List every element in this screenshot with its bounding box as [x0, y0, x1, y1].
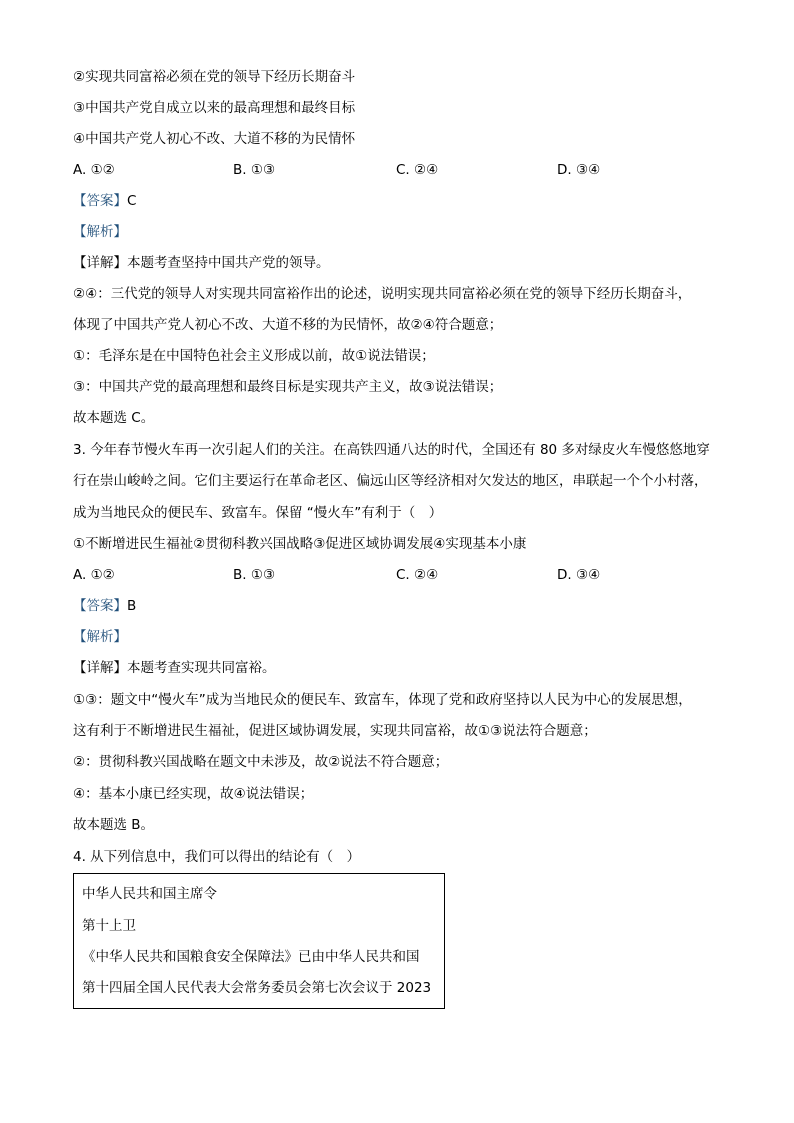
- explanation-line: 故本题选 C。: [73, 410, 155, 426]
- q2-item: ②实现共同富裕必须在党的领导下经历长期奋斗: [73, 69, 356, 85]
- q4-info-box: [73, 873, 445, 1009]
- analysis-label: 【解析】: [73, 224, 127, 240]
- q2-answer: [73, 192, 136, 210]
- explanation-line: 体现了中国共产党人初心不改、大道不移的为民情怀，故②④符合题意；: [73, 317, 503, 333]
- answer-value: B: [127, 598, 137, 614]
- explanation-line: 故本题选 B。: [73, 817, 155, 833]
- q4-stem: 4. 从下列信息中，我们可以得出的结论有（ ）: [73, 849, 361, 865]
- answer-label: 【答案】: [73, 598, 127, 614]
- explanation-line: ①③：题文中“慢火车”成为当地民众的便民车、致富车，体现了党和政府坚持以人民为中心的发展思想，: [73, 692, 692, 708]
- explanation-line: 这有利于不断增进民生福祉，促进区域协调发展，实现共同富裕，故①③说法符合题意；: [73, 723, 597, 739]
- box-line: 中华人民共和国主席令: [82, 886, 217, 902]
- q2-option-c: C. ②④: [396, 162, 439, 178]
- analysis-label: 【解析】: [73, 629, 127, 645]
- box-line: 第十上卫: [82, 918, 136, 934]
- q3-stem: 成为当地民众的便民车、致富车。保留 “慢火车”有利于（ ）: [73, 505, 443, 521]
- q3-option-b: B. ①③: [233, 567, 276, 583]
- q2-item: ④中国共产党人初心不改、大道不移的为民情怀: [73, 131, 356, 147]
- q2-option-b: B. ①③: [233, 162, 276, 178]
- q3-option-a: A. ①②: [73, 567, 115, 583]
- q2-option-a: A. ①②: [73, 162, 115, 178]
- explanation-line: ③：中国共产党的最高理想和最终目标是实现共产主义，故③说法错误；: [73, 379, 503, 395]
- explanation-line: ①：毛泽东是在中国特色社会主义形成以前，故①说法错误；: [73, 348, 435, 364]
- answer-label: 【答案】: [73, 193, 127, 209]
- q3-stem: 3. 今年春节慢火车再一次引起人们的关注。在高铁四通八达的时代，全国还有 80 多对绿皮火车慢悠悠地穿: [73, 442, 710, 458]
- q2-item: ③中国共产党自成立以来的最高理想和最终目标: [73, 100, 356, 116]
- q3-answer: [73, 597, 136, 615]
- explanation-line: 【详解】本题考查实现共同富裕。: [73, 660, 276, 676]
- answer-value: C: [127, 193, 137, 209]
- q3-stem: 行在崇山峻岭之间。它们主要运行在革命老区、偏远山区等经济相对欠发达的地区，串联起一个个小村落，: [73, 473, 708, 489]
- box-line: 《中华人民共和国粮食安全保障法》已由中华人民共和国: [82, 949, 420, 965]
- explanation-line: ②④：三代党的领导人对实现共同富裕作出的论述，说明实现共同富裕必须在党的领导下经历长期奋斗，: [73, 286, 692, 302]
- explanation-line: ④：基本小康已经实现，故④说法错误；: [73, 786, 314, 802]
- explanation-line: ②：贯彻科教兴国战略在题文中未涉及，故②说法不符合题意；: [73, 754, 449, 770]
- q3-option-d: D. ③④: [557, 567, 601, 583]
- explanation-line: 【详解】本题考查坚持中国共产党的领导。: [73, 255, 330, 271]
- box-line: 第十四届全国人民代表大会常务委员会第七次会议于 2023: [82, 980, 432, 996]
- q3-items: ①不断增进民生福祉②贯彻科教兴国战略③促进区域协调发展④实现基本小康: [73, 536, 527, 552]
- q2-option-d: D. ③④: [557, 162, 601, 178]
- q3-option-c: C. ②④: [396, 567, 439, 583]
